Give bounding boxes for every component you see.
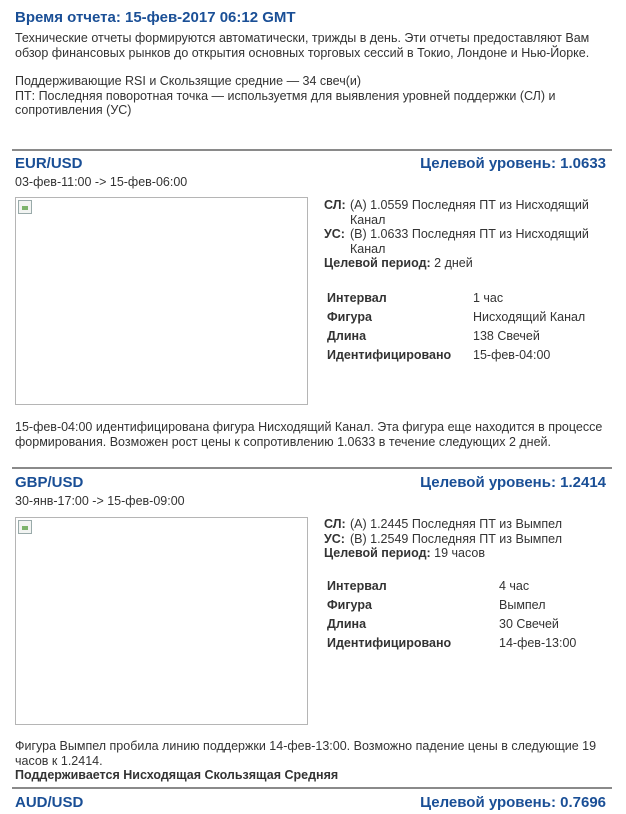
stats-table <box>327 577 607 653</box>
length-label: Длина <box>327 617 367 631</box>
pair-title[interactable]: GBP/USD <box>15 474 84 491</box>
resistance-level <box>324 227 614 256</box>
resistance-label: УС: <box>324 531 345 546</box>
stats-row-interval <box>327 289 607 308</box>
date-range: 03-фев-11:00 -> 15-фев-06:00 <box>15 175 188 189</box>
period-label: Целевой период: <box>324 546 431 561</box>
support-level <box>324 517 614 532</box>
broken-image-icon <box>18 520 32 534</box>
figure-value: Нисходящий Канал <box>473 310 586 324</box>
section-divider <box>12 149 612 151</box>
figure-label: Фигура <box>327 598 372 612</box>
stats-row-figure <box>327 596 607 615</box>
stats-table <box>327 289 607 365</box>
stats-row-length <box>327 327 607 346</box>
resistance-level <box>324 532 614 547</box>
length-value: 30 Свечей <box>499 617 559 631</box>
description-text: Фигура Вымпел пробила линию поддержки 14-фев-13:00. Возможно падение цены в следующие 19 часов к 1.2414. <box>15 739 597 768</box>
date-range: 30-янв-17:00 -> 15-фев-09:00 <box>15 494 185 508</box>
support-label: СЛ: <box>324 517 346 531</box>
broken-image-icon <box>18 200 32 214</box>
period-label: Целевой период: <box>324 256 431 271</box>
target-level: Целевой уровень: 0.7696 <box>420 794 606 811</box>
stats-row-interval <box>327 577 607 596</box>
description-text: 15-фев-04:00 идентифицирована фигура Нисходящий Канал. Эта фигура еще находится в процессе формирования. Возможен рост цены к сопротивлению 1.0633 в течение следующих 2 дней. <box>15 420 603 449</box>
levels-block <box>324 517 614 561</box>
chart-image[interactable] <box>15 197 308 405</box>
period-value: 2 дней <box>434 256 473 271</box>
figure-value: Вымпел <box>499 598 546 612</box>
intro-text: Технические отчеты формируются автоматически, трижды в день. Эти отчеты предоставляют Вам обзор финансовых рынков до открытия основных торговых сессий в Токио, Лондоне и Нью-Йорке. <box>15 31 590 60</box>
stats-row-identified <box>327 346 607 365</box>
moving-average-note: Поддерживается Нисходящая Скользящая Средняя <box>15 768 339 783</box>
stats-row-identified <box>327 634 607 653</box>
pair-title[interactable]: AUD/USD <box>15 794 84 811</box>
resistance-label: УС: <box>324 227 345 242</box>
support-value: (A) 1.0559 Последняя ПТ из Нисходящий Канал <box>350 198 589 227</box>
stats-row-length <box>327 615 607 634</box>
period-value: 19 часов <box>434 546 485 561</box>
pattern-description <box>15 420 610 449</box>
resistance-value: (B) 1.0633 Последняя ПТ из Нисходящий Канал <box>350 227 589 256</box>
pivot-note: ПТ: Последняя поворотная точка — используетмя для выявления уровней поддержки (СЛ) и сопротивления (УС) <box>15 88 556 118</box>
section-divider <box>12 787 612 789</box>
levels-block <box>324 198 614 271</box>
identified-label: Идентифицировано <box>327 348 452 362</box>
identified-label: Идентифицировано <box>327 636 452 650</box>
pattern-description <box>15 739 610 783</box>
target-level: Целевой уровень: 1.2414 <box>420 474 606 491</box>
section-divider <box>12 467 612 469</box>
interval-value: 1 час <box>473 291 504 305</box>
support-value: (A) 1.2445 Последняя ПТ из Вымпел <box>350 517 562 531</box>
resistance-value: (B) 1.2549 Последняя ПТ из Вымпел <box>350 531 562 546</box>
stats-row-figure <box>327 308 607 327</box>
interval-value: 4 час <box>499 579 530 593</box>
pair-title[interactable]: EUR/USD <box>15 155 83 172</box>
target-period <box>324 256 614 271</box>
identified-value: 14-фев-13:00 <box>499 636 577 650</box>
interval-label: Интервал <box>327 291 387 305</box>
chart-image[interactable] <box>15 517 308 725</box>
length-value: 138 Свечей <box>473 329 540 343</box>
support-label: СЛ: <box>324 198 346 212</box>
rsi-note: Поддерживающие RSI и Скользящие средние — 34 свеч(и) <box>15 74 362 89</box>
report-time: Время отчета: 15-фев-2017 06:12 GMT <box>15 9 296 26</box>
identified-value: 15-фев-04:00 <box>473 348 551 362</box>
interval-label: Интервал <box>327 579 387 593</box>
target-level: Целевой уровень: 1.0633 <box>420 155 606 172</box>
intro-block <box>15 31 610 118</box>
target-period <box>324 546 614 561</box>
length-label: Длина <box>327 329 367 343</box>
support-level <box>324 198 614 227</box>
figure-label: Фигура <box>327 310 372 324</box>
